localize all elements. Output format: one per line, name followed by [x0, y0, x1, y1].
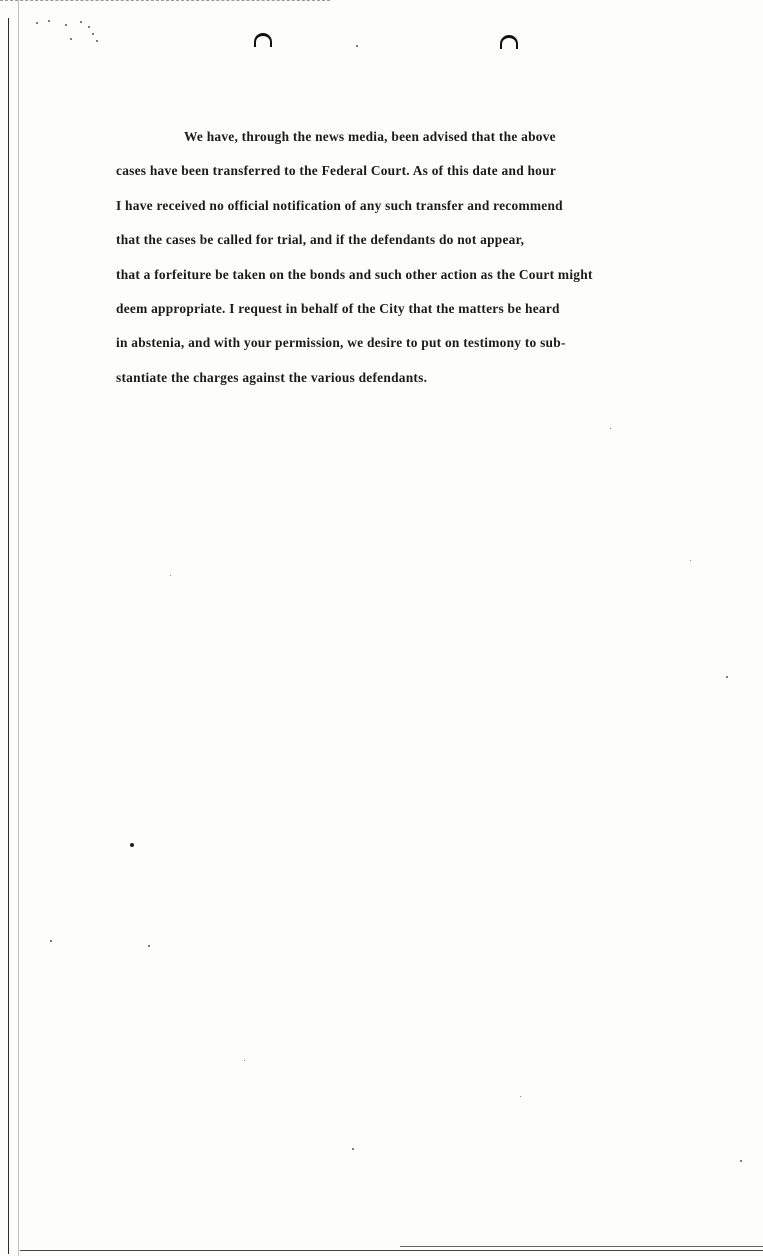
page-bottom-shadow — [400, 1246, 763, 1247]
scan-speck — [726, 676, 728, 678]
scan-speck — [356, 45, 358, 47]
page-left-shadow — [18, 0, 19, 1256]
page-left-edge — [8, 18, 9, 1254]
scan-speck — [130, 843, 134, 847]
page-bottom-edge — [20, 1250, 763, 1251]
paragraph-line: deem appropriate. I request in behalf of the City that the matters be heard — [116, 301, 560, 317]
scan-speck — [148, 945, 150, 947]
paragraph-line: in abstenia, and with your permission, we desire to put on testimony to sub- — [116, 335, 566, 351]
scan-speck — [80, 21, 82, 23]
scan-speck — [50, 940, 52, 942]
scan-speck — [92, 33, 94, 35]
scan-speck — [96, 40, 98, 42]
scan-speck — [244, 1060, 245, 1061]
binder-hole-mark-icon — [500, 35, 518, 49]
paragraph-line: that the cases be called for trial, and if the defendants do not appear, — [116, 232, 525, 248]
scan-speck — [48, 20, 50, 22]
scan-speck — [610, 428, 611, 429]
scan-speck — [70, 38, 72, 40]
paragraph-line: cases have been transferred to the Federal Court. As of this date and hour — [116, 163, 557, 179]
scan-speck — [88, 26, 90, 28]
document-paragraph — [116, 120, 726, 395]
paragraph-line: I have received no official notification of any such transfer and recommend — [116, 197, 563, 213]
scan-speck — [740, 1160, 742, 1162]
scan-speck — [690, 560, 691, 561]
scan-speck — [36, 22, 38, 24]
paragraph-line: stantiate the charges against the various defendants. — [116, 369, 428, 385]
scan-speck — [352, 1148, 354, 1150]
paragraph-line: We have, through the news media, been advised that the above — [184, 129, 556, 144]
paragraph-line: that a forfeiture be taken on the bonds and such other action as the Court might — [116, 266, 593, 282]
page-top-edge — [0, 0, 330, 1]
scan-speck — [65, 24, 67, 26]
binder-hole-mark-icon — [254, 33, 272, 47]
scan-speck — [520, 1096, 521, 1097]
scan-speck — [170, 575, 171, 576]
